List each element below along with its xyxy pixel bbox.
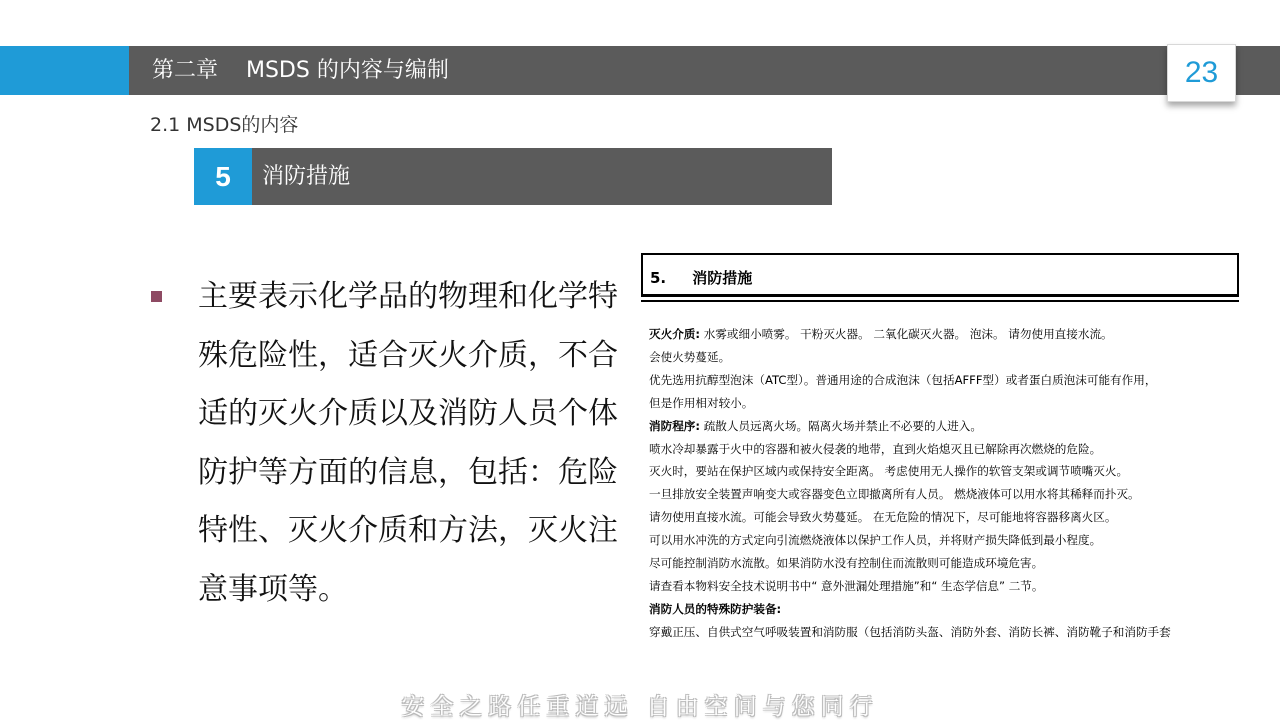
msds-line-text: 尽可能控制消防水流散。如果消防水没有控制住而流散则可能造成环境危害。 xyxy=(649,556,1044,571)
bullet-text: 主要表示化学品的物理和化学特殊危险性，适合灭火介质，不合适的灭火介质以及消防人员个体防护等方面的信息，包括：危险特性、灭火介质和方法，灭火注意事项等。 xyxy=(198,279,618,607)
msds-line-text: 水雾或细小喷雾。 干粉灭火器。 二氧化碳灭火器。 泡沫。 请勿使用直接水流。 xyxy=(700,327,1113,341)
msds-excerpt-image xyxy=(640,250,1240,650)
msds-line-text: 但是作用相对较小。 xyxy=(649,395,754,410)
page-number-box xyxy=(1167,44,1236,102)
subsection-label: 消防措施 xyxy=(262,164,351,189)
msds-line-text: 请勿使用直接水流。可能会导致火势蔓延。 在无危险的情况下，尽可能地将容器移离火区。 xyxy=(649,510,1117,525)
msds-line-text: 请查看本物料安全技术说明书中“ 意外泄漏处理措施”和“ 生态学信息” 二节。 xyxy=(649,578,1044,593)
msds-line xyxy=(649,575,1239,598)
msds-line xyxy=(649,460,1239,483)
msds-line-text: 一旦排放安全装置声响变大或容器变色立即撤离所有人员。 燃烧液体可以用水将其稀释而扑灭。 xyxy=(649,487,1140,502)
msds-line xyxy=(649,598,1239,621)
msds-line xyxy=(649,529,1239,552)
msds-line-text: 会使火势蔓延。 xyxy=(649,349,731,364)
msds-line-text: 灭火时，要站在保护区域内或保持安全距离。 考虑使用无人操作的软管支架或调节喷嘴灭火。 xyxy=(649,464,1129,479)
header-accent-block xyxy=(0,46,129,95)
msds-line xyxy=(649,621,1239,644)
msds-line xyxy=(649,346,1239,369)
msds-line-label: 消防人员的特殊防护装备: xyxy=(649,601,782,616)
msds-text-block xyxy=(649,323,1239,644)
bullet-marker xyxy=(151,291,162,302)
msds-line xyxy=(649,552,1239,575)
msds-line-text: 喷水冷却暴露于火中的容器和被火侵袭的地带，直到火焰熄灭且已解除再次燃烧的危险。 xyxy=(649,441,1102,456)
msds-line xyxy=(649,369,1239,392)
msds-frame-underline xyxy=(641,300,1239,302)
footer-slogan: 安全之路任重道远 自由空间与您同行 xyxy=(401,694,879,720)
msds-line-text: 优先选用抗醇型泡沫（ATC型）。普通用途的合成泡沫（包括AFFF型）或者蛋白质泡沫可能有作用， xyxy=(649,372,1157,387)
page-number: 23 xyxy=(1184,56,1219,89)
subsection-banner xyxy=(194,148,832,205)
msds-line-text: 穿戴正压、自供式空气呼吸装置和消防服（包括消防头盔、消防外套、消防长裤、消防靴子和消防手套 xyxy=(649,624,1171,639)
msds-line xyxy=(649,438,1239,461)
msds-line xyxy=(649,415,1239,438)
msds-heading: 5. 消防措施 xyxy=(650,269,753,287)
section-title: 2.1 MSDS的内容 xyxy=(150,114,299,136)
msds-line xyxy=(649,323,1239,346)
msds-line-text: 疏散人员远离火场。隔离火场并禁止不必要的人进入。 xyxy=(700,418,982,433)
msds-line-label: 消防程序: xyxy=(649,418,701,433)
msds-line-text: 可以用水冲洗的方式定向引流燃烧液体以保护工作人员，并将财产损失降低到最小程度。 xyxy=(649,533,1102,548)
subsection-number: 5 xyxy=(194,148,252,205)
msds-line xyxy=(649,506,1239,529)
msds-line xyxy=(649,483,1239,506)
chapter-title: 第二章 MSDS 的内容与编制 xyxy=(152,58,449,83)
msds-line-label: 灭火介质: xyxy=(649,327,701,341)
msds-line xyxy=(649,392,1239,415)
